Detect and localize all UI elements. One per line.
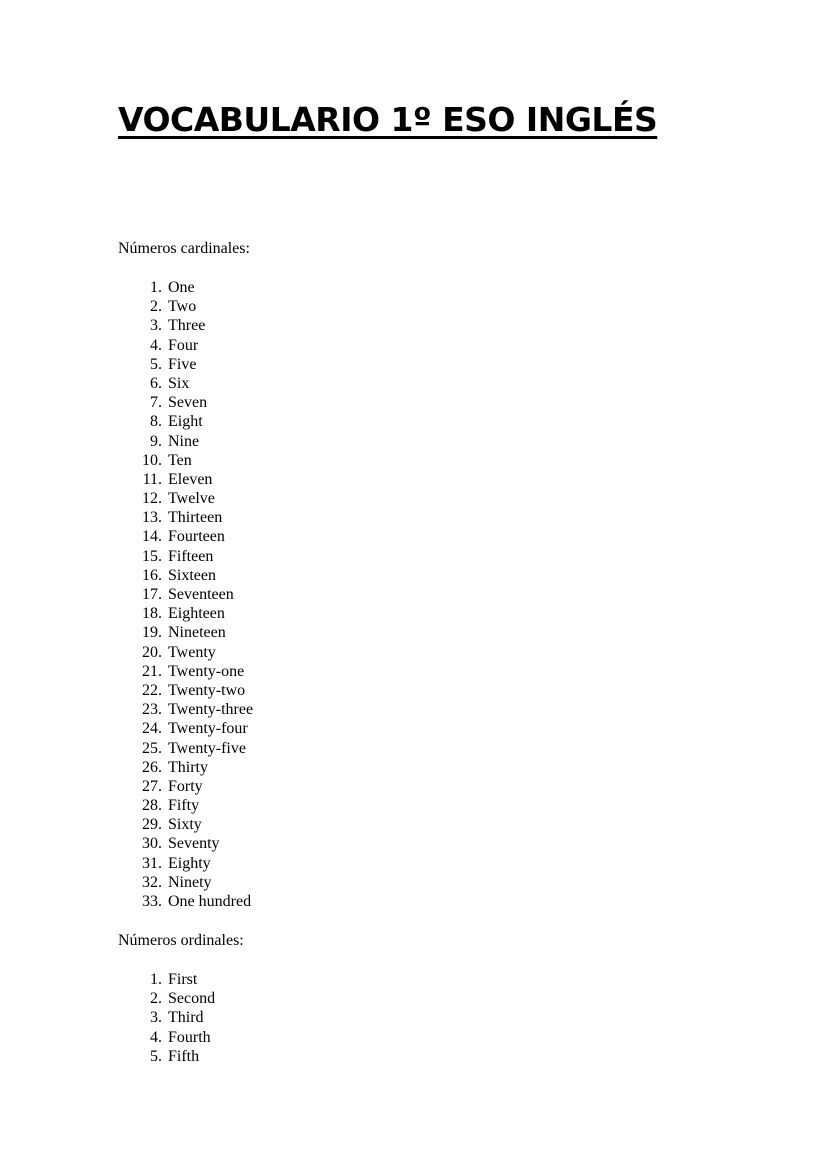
list-item (0, 892, 400, 911)
item-word: Fifteen (168, 547, 214, 565)
item-number: 4. (150, 1028, 162, 1046)
item-number: 30. (142, 835, 162, 853)
item-word: Fourteen (168, 528, 225, 546)
list-item (0, 758, 400, 777)
list-item (0, 834, 400, 853)
list-item (0, 336, 400, 355)
item-word: Twenty-one (168, 662, 245, 680)
item-number: 5. (150, 1047, 162, 1065)
item-number: 6. (150, 374, 162, 392)
item-word: Fourth (168, 1028, 211, 1046)
item-word: Six (168, 374, 190, 392)
item-word: One (168, 279, 195, 296)
item-word: Eight (168, 413, 203, 431)
item-number: 13. (142, 509, 162, 527)
list-item (0, 297, 400, 316)
item-word: Fifty (168, 797, 200, 815)
item-word: Twenty-five (168, 739, 246, 757)
item-number: 4. (150, 336, 162, 354)
item-word: Eleven (168, 470, 213, 488)
item-word: Ten (168, 451, 192, 469)
list-item (0, 643, 400, 662)
list-item (0, 374, 400, 393)
list-item (0, 970, 400, 989)
ordinal-numbers-list (0, 970, 400, 1066)
item-number: 11. (142, 470, 162, 488)
item-number: 23. (142, 701, 162, 719)
list-item (0, 873, 400, 892)
list-item (0, 796, 400, 815)
item-number: 1. (150, 971, 162, 988)
list-item (0, 854, 400, 873)
item-number: 32. (142, 873, 162, 891)
item-word: Twelve (168, 490, 215, 508)
list-item (0, 662, 400, 681)
list-item (0, 451, 400, 470)
item-word: Twenty-three (168, 701, 254, 719)
list-item (0, 547, 400, 566)
item-word: Twenty-four (168, 720, 248, 738)
list-item (0, 1047, 400, 1066)
list-item (0, 432, 400, 451)
item-number: 18. (142, 605, 162, 623)
section-label-ordinals: Números ordinales: (118, 932, 244, 949)
item-word: Sixty (168, 816, 202, 834)
item-word: Seventy (168, 835, 220, 853)
list-item (0, 681, 400, 700)
item-word: Twenty (168, 643, 216, 661)
item-number: 3. (150, 1009, 162, 1027)
item-number: 2. (150, 990, 162, 1008)
list-item (0, 1028, 400, 1047)
item-word: Fifth (168, 1047, 200, 1065)
item-word: Nineteen (168, 624, 226, 642)
item-number: 12. (142, 490, 162, 508)
list-item (0, 527, 400, 546)
item-number: 14. (142, 528, 162, 546)
item-number: 19. (142, 624, 162, 642)
item-word: Nine (168, 432, 200, 450)
item-number: 31. (142, 854, 162, 872)
item-number: 15. (142, 547, 162, 565)
list-item (0, 585, 400, 604)
item-number: 22. (142, 681, 162, 699)
list-item (0, 623, 400, 642)
item-number: 29. (142, 816, 162, 834)
item-number: 20. (142, 643, 162, 661)
list-item (0, 412, 400, 431)
item-number: 16. (142, 566, 162, 584)
page-title: VOCABULARIO 1º ESO INGLÉS (118, 100, 658, 139)
list-item (0, 489, 400, 508)
item-word: Second (168, 990, 216, 1008)
list-item (0, 508, 400, 527)
cardinal-numbers-list (0, 278, 400, 911)
item-number: 24. (142, 720, 162, 738)
item-word: Sixteen (168, 566, 216, 584)
item-word: Thirteen (168, 509, 223, 527)
item-word: Ninety (168, 873, 212, 891)
list-item (0, 700, 400, 719)
item-number: 9. (150, 432, 162, 450)
list-item (0, 719, 400, 738)
section-label-cardinals: Números cardinales: (118, 240, 250, 257)
item-number: 26. (142, 758, 162, 776)
item-word: Thirty (168, 758, 208, 776)
item-word: Forty (168, 777, 203, 795)
item-word: First (168, 971, 198, 988)
item-number: 5. (150, 355, 162, 373)
list-item (0, 355, 400, 374)
item-number: 25. (142, 739, 162, 757)
list-item (0, 1008, 400, 1027)
item-word: Four (168, 336, 199, 354)
item-word: Eighty (168, 854, 211, 872)
item-number: 17. (142, 586, 162, 603)
item-word: Eighteen (168, 605, 225, 623)
list-item (0, 815, 400, 834)
item-number: 1. (150, 279, 162, 296)
item-word: Twenty-two (168, 681, 246, 699)
list-item (0, 604, 400, 623)
item-number: 28. (142, 797, 162, 815)
list-item (0, 470, 400, 489)
item-word: Seven (168, 394, 208, 412)
list-item (0, 316, 400, 335)
list-item (0, 566, 400, 585)
item-number: 21. (142, 662, 162, 680)
item-word: Five (168, 355, 197, 373)
item-number: 10. (142, 451, 162, 469)
item-number: 7. (150, 394, 162, 412)
list-item (0, 278, 400, 297)
item-number: 8. (150, 413, 162, 431)
list-item (0, 739, 400, 758)
list-item (0, 393, 400, 412)
item-number: 27. (142, 777, 162, 795)
item-number: 33. (142, 893, 162, 910)
item-word: Seventeen (168, 586, 234, 603)
item-number: 3. (150, 317, 162, 335)
item-word: Two (168, 298, 197, 316)
item-word: Three (168, 317, 206, 335)
item-word: Third (168, 1009, 204, 1027)
list-item (0, 989, 400, 1008)
item-number: 2. (150, 298, 162, 316)
list-item (0, 777, 400, 796)
item-word: One hundred (168, 893, 252, 910)
